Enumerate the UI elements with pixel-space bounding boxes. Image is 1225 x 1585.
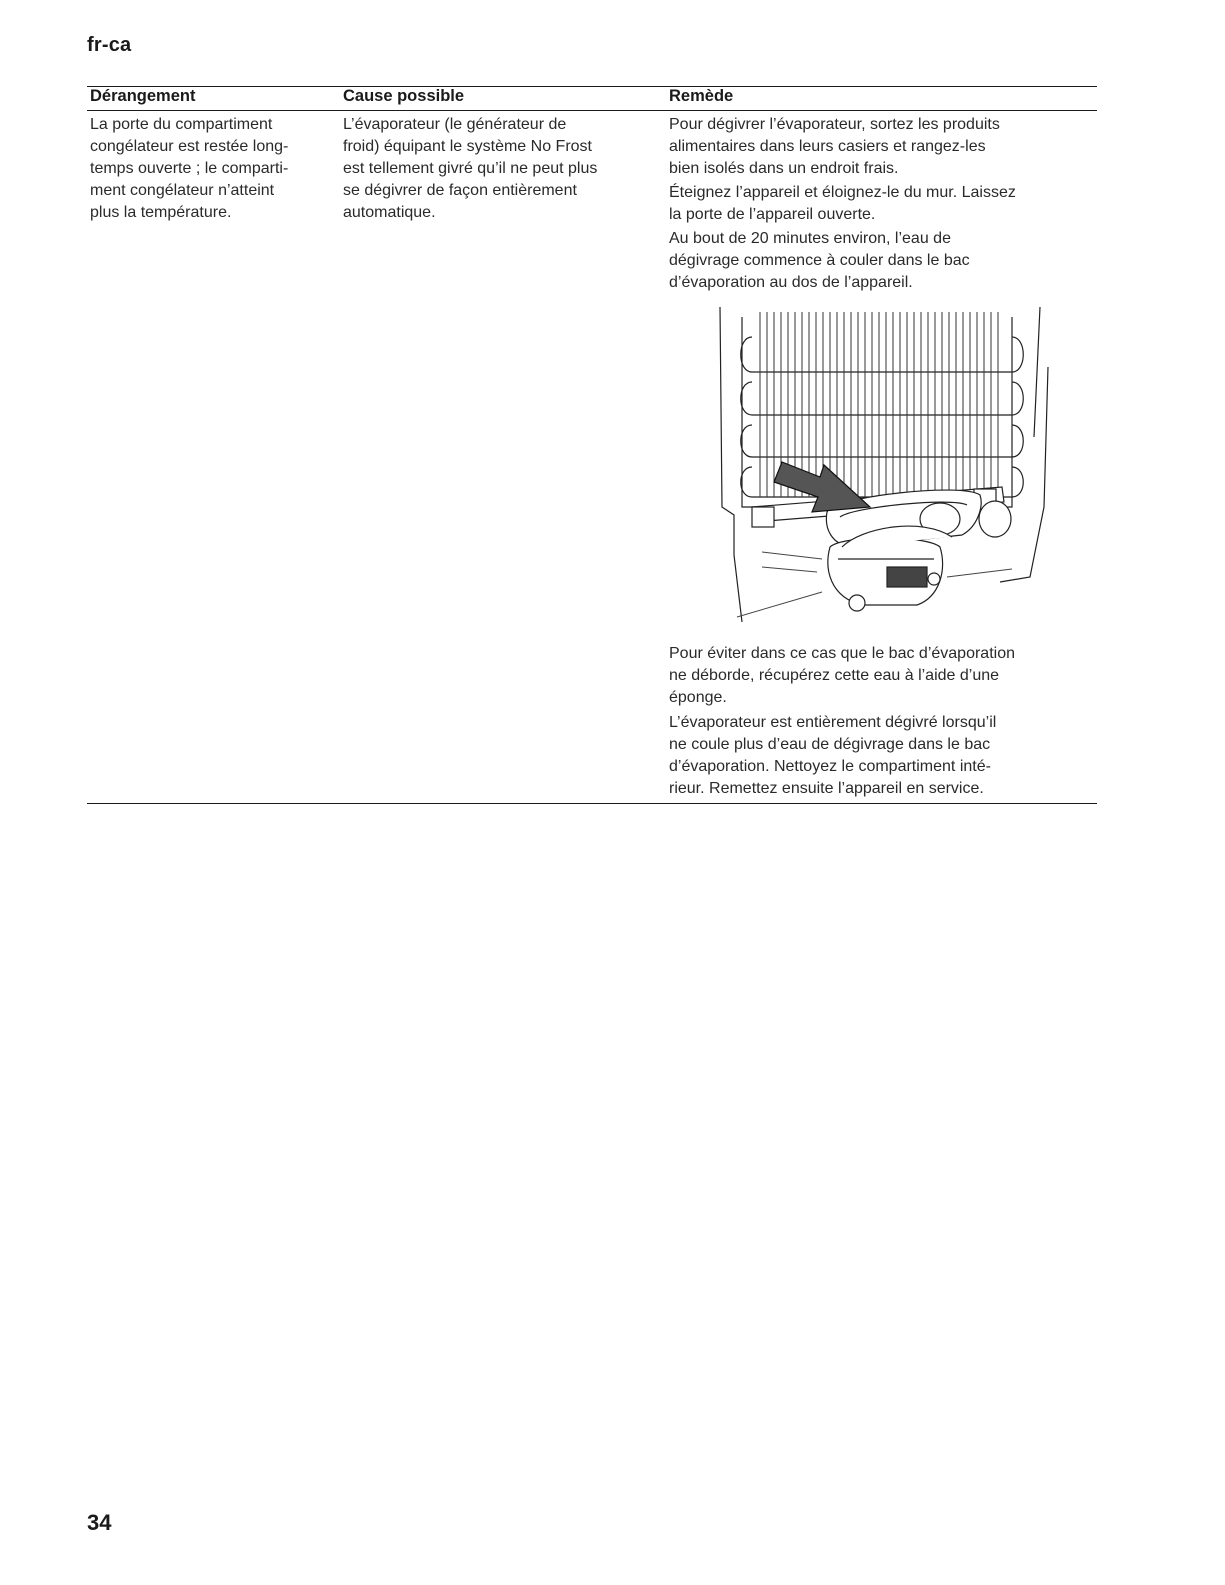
remedy-paragraph-5 xyxy=(669,712,1099,800)
problem-line: ment congélateur n’atteint xyxy=(90,182,275,199)
problem-line: congélateur est restée long- xyxy=(90,138,289,155)
fridge-back-drawing xyxy=(712,307,1060,637)
table-bottom-rule xyxy=(87,803,1097,804)
table-top-rule xyxy=(87,86,1097,87)
remedy-line: Pour éviter dans ce cas que le bac d’évaporation xyxy=(669,645,1015,662)
problem-line: temps ouverte ; le comparti- xyxy=(90,160,289,177)
table-header-rule xyxy=(87,110,1097,111)
remedy-line: Pour dégivrer l’évaporateur, sortez les produits xyxy=(669,116,1000,133)
page-number: 34 xyxy=(87,1510,112,1535)
cause-line: L’évaporateur (le générateur de xyxy=(343,116,567,133)
remedy-line: dégivrage commence à couler dans le bac xyxy=(669,252,970,269)
evaporator-illustration xyxy=(712,307,1060,637)
header-cause: Cause possible xyxy=(343,87,465,105)
remedy-paragraph-3 xyxy=(669,228,1099,294)
remedy-line: ne déborde, récupérez cette eau à l’aide d’une xyxy=(669,667,1000,684)
remedy-paragraph-1 xyxy=(669,114,1099,180)
remedy-line: alimentaires dans leurs casiers et rangez-les xyxy=(669,138,986,155)
remedy-line: rieur. Remettez ensuite l’appareil en service. xyxy=(669,780,984,797)
remedy-line: L’évaporateur est entièrement dégivré lorsqu’il xyxy=(669,714,997,731)
remedy-line: ne coule plus d’eau de dégivrage dans le bac xyxy=(669,736,991,753)
cause-line: froid) équipant le système No Frost xyxy=(343,138,592,155)
cause-line: se dégivrer de façon entièrement xyxy=(343,182,577,199)
problem-line: La porte du compartiment xyxy=(90,116,273,133)
problem-line: plus la température. xyxy=(90,204,232,221)
cause-line: automatique. xyxy=(343,204,436,221)
remedy-paragraph-2 xyxy=(669,182,1099,226)
remedy-line: d’évaporation. Nettoyez le compartiment inté- xyxy=(669,758,991,775)
header-remedy: Remède xyxy=(669,87,734,105)
cause-cell xyxy=(343,114,663,224)
remedy-line: Au bout de 20 minutes environ, l’eau de xyxy=(669,230,951,247)
remedy-line: la porte de l’appareil ouverte. xyxy=(669,206,876,223)
remedy-line: Éteignez l’appareil et éloignez-le du mur. Laissez xyxy=(669,184,1016,201)
language-code: fr-ca xyxy=(87,34,132,56)
remedy-paragraph-4 xyxy=(669,643,1099,709)
header-problem: Dérangement xyxy=(90,87,196,105)
remedy-line: éponge. xyxy=(669,689,727,706)
cause-line: est tellement givré qu’il ne peut plus xyxy=(343,160,598,177)
remedy-line: bien isolés dans un endroit frais. xyxy=(669,160,899,177)
problem-cell xyxy=(90,114,335,224)
remedy-line: d’évaporation au dos de l’appareil. xyxy=(669,274,913,291)
